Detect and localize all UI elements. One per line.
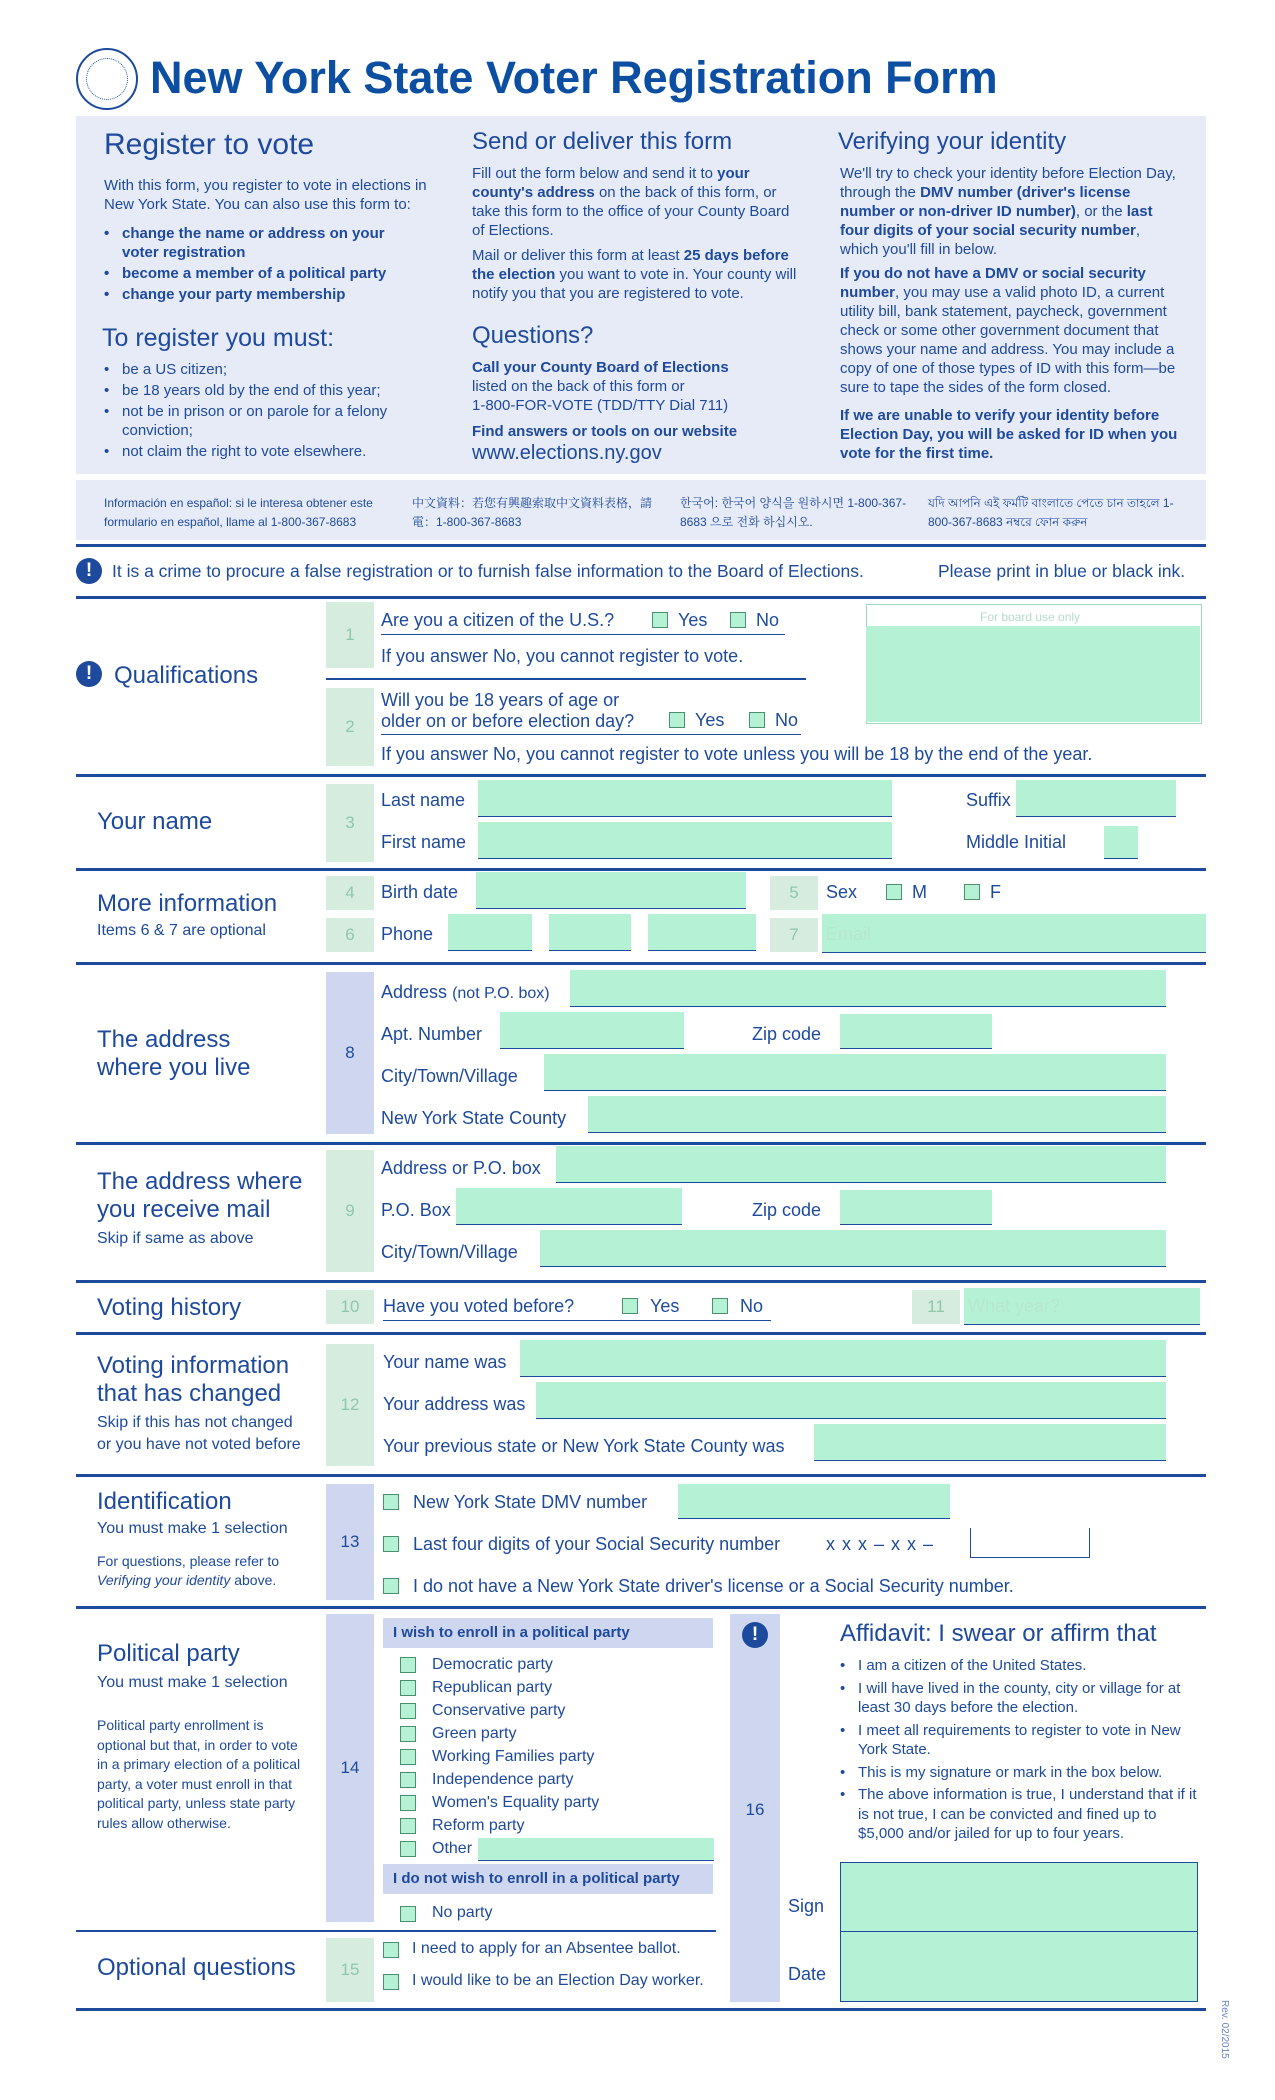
signature-date-input[interactable] (840, 1932, 1198, 2002)
citizen-question: Are you a citizen of the U.S.? (381, 610, 615, 630)
list-item: • not claim the right to vote elsewhere. (104, 442, 404, 461)
yes-label: Yes (650, 1296, 680, 1316)
zip-code-input[interactable] (840, 1014, 992, 1049)
ssn-last-four-input[interactable] (970, 1528, 1090, 1558)
page-title: New York State Voter Registration Form (150, 52, 998, 103)
divider (76, 1332, 1206, 1335)
changed-heading: Voting information that has changed (97, 1352, 290, 1407)
list-item: • change your party membership (104, 285, 404, 304)
poll-worker-label: I would like to be an Election Day worker. (412, 1972, 704, 1989)
questions-web-label: Find answers or tools on our website (472, 423, 738, 440)
city-input[interactable] (544, 1054, 1166, 1091)
revision-date: Rev. 02/2015 (1219, 2000, 1230, 2059)
party-option[interactable] (400, 1723, 720, 1746)
other-party-input[interactable] (478, 1838, 714, 1861)
suffix-input[interactable] (1016, 780, 1176, 817)
ny-state-seal-icon (76, 48, 138, 110)
city-label: City/Town/Village (381, 1066, 518, 1086)
political-party-note: You must make 1 selection (97, 1674, 288, 1691)
party-checkbox[interactable] (400, 1772, 416, 1788)
absentee-label: I need to apply for an Absentee ballot. (412, 1940, 681, 1957)
list-item: • be 18 years old by the end of this year; (104, 381, 404, 400)
previous-county-label: Your previous state or New York State County was (383, 1436, 785, 1456)
first-name-input[interactable] (478, 822, 892, 859)
list-item: • I will have lived in the county, city or village for at least 30 days before the election. (840, 1679, 1200, 1718)
party-enrollment-info: Political party enrollment is optional but that, in order to vote in a primary election of a political party, a voter must enroll in that political party, unless state party rules allow otherwise. (97, 1717, 301, 1831)
send-title: Send or deliver this form (472, 128, 733, 155)
ssn-checkbox[interactable] (383, 1536, 399, 1552)
mailing-note: Skip if same as above (97, 1230, 254, 1247)
party-checkbox[interactable] (400, 1680, 416, 1696)
divider (76, 544, 1206, 547)
suffix-label: Suffix (966, 790, 1011, 810)
phone-label: Phone (381, 924, 434, 944)
email-label: Email (826, 924, 872, 944)
item-number: 11 (912, 1290, 960, 1324)
last-name-input[interactable] (478, 780, 892, 817)
party-label: Green party (432, 1725, 517, 1742)
more-info-note: Items 6 & 7 are optional (97, 922, 266, 939)
affidavit-title: Affidavit: I swear or affirm that (840, 1620, 1157, 1647)
identification-heading: Identification (97, 1488, 232, 1515)
must-title: To register you must: (102, 324, 335, 352)
phone-prefix-input[interactable] (549, 914, 631, 951)
divider (76, 962, 1206, 965)
list-item: • be a US citizen; (104, 360, 404, 379)
divider (76, 1142, 1206, 1145)
address-input[interactable] (570, 970, 1166, 1007)
voting-history-heading: Voting history (97, 1294, 242, 1321)
divider (76, 1474, 1206, 1477)
party-option[interactable] (400, 1815, 720, 1838)
ink-notice: Please print in blue or black ink. (938, 561, 1186, 581)
party-label: Republican party (432, 1679, 553, 1696)
bengali-info: যদি আপনি এই ফর্মটি বাংলাতে পেতে চান তাহলে 1-800-367-8683 নম্বরে ফোন করুন (928, 496, 1174, 529)
sex-m-label: M (912, 882, 927, 902)
yes-label: Yes (678, 610, 708, 630)
party-option[interactable] (400, 1677, 720, 1700)
previous-name-label: Your name was (383, 1352, 507, 1372)
citizen-no-checkbox[interactable] (730, 612, 746, 628)
phone-area-input[interactable] (448, 914, 532, 951)
party-checkbox[interactable] (400, 1749, 416, 1765)
affidavit-list (840, 1656, 1200, 1844)
sex-f-label: F (990, 882, 1001, 902)
signature-input[interactable] (840, 1862, 1198, 1932)
list-item: • I am a citizen of the United States. (840, 1656, 1200, 1676)
po-box-input[interactable] (456, 1188, 682, 1225)
apt-number-label: Apt. Number (381, 1024, 483, 1044)
previous-address-input[interactable] (536, 1382, 1166, 1419)
county-input[interactable] (588, 1096, 1166, 1133)
crime-notice: It is a crime to procure a false registration or to furnish false information to the Board of Elections. (112, 561, 864, 581)
middle-initial-input[interactable] (1104, 826, 1138, 859)
verify-title: Verifying your identity (838, 128, 1067, 155)
divider (381, 734, 801, 735)
phone-line-input[interactable] (648, 914, 756, 951)
political-party-heading: Political party (97, 1640, 240, 1667)
previous-name-input[interactable] (520, 1340, 1166, 1377)
item-number: 2 (326, 688, 374, 766)
dmv-checkbox[interactable] (383, 1494, 399, 1510)
item-number: 1 (326, 602, 374, 668)
party-option[interactable] (400, 1792, 720, 1815)
middle-initial-label: Middle Initial (966, 832, 1067, 852)
party-checkbox[interactable] (400, 1841, 416, 1857)
po-box-label: P.O. Box (381, 1200, 451, 1220)
affidavit-number: 16 (745, 1800, 765, 1819)
register-text: With this form, you register to vote in elections in New York State. You can also use this form to: (104, 177, 427, 213)
list-item: • not be in prison or on parole for a felony conviction; (104, 402, 404, 440)
party-label: Democratic party (432, 1656, 553, 1673)
party-checkbox[interactable] (400, 1795, 416, 1811)
address-label: Address (not P.O. box) (381, 982, 550, 1002)
your-name-heading: Your name (97, 808, 213, 835)
mail-zip-label: Zip code (752, 1200, 822, 1220)
voted-before-question: Have you voted before? (383, 1296, 575, 1316)
party-option[interactable] (400, 1769, 720, 1792)
age-yes-checkbox[interactable] (669, 712, 685, 728)
citizen-note: If you answer No, you cannot register to vote. (381, 646, 744, 666)
sex-m-checkbox[interactable] (886, 884, 902, 900)
verify-paragraph-1: We'll try to check your identity before Election Day, through the DMV number (driver's license number or non-driver ID number), or the last four digits of your social security number, which you'll fill in below. (840, 165, 1176, 258)
enroll-header: I wish to enroll in a political party (383, 1618, 713, 1648)
birth-date-input[interactable] (476, 872, 746, 909)
item-number: 10 (326, 1290, 374, 1324)
send-deadline: Mail or deliver this form at least 25 days before the election you want to vote in. Your county will notify you that you are registered to vote. (472, 247, 797, 302)
item-number: 15 (326, 1938, 374, 2002)
spanish-info: Información en español: si le interesa obtener este formulario en español, llame al 1-800-367-8683 (104, 496, 373, 529)
date-label: Date (788, 1964, 827, 1984)
item-number: 12 (326, 1344, 374, 1466)
divider (76, 2008, 1206, 2011)
no-party-checkbox[interactable] (400, 1906, 416, 1922)
party-option[interactable] (400, 1838, 720, 1861)
mail-zip-input[interactable] (840, 1190, 992, 1225)
age-no-checkbox[interactable] (749, 712, 765, 728)
item-number: 13 (326, 1484, 374, 1600)
no-id-checkbox[interactable] (383, 1578, 399, 1594)
divider (76, 1606, 1206, 1609)
list-item: • I meet all requirements to register to vote in New York State. (840, 1721, 1200, 1760)
divider (326, 678, 806, 680)
register-title: Register to vote (104, 128, 315, 161)
korean-info: 한국어: 한국어 양식을 원하시면 1-800-367-8683 으로 전화 하십시오. (680, 496, 907, 529)
warning-icon: ! (76, 661, 102, 687)
more-info-heading: More information (97, 890, 278, 917)
party-option[interactable] (400, 1746, 720, 1769)
divider (76, 868, 1206, 871)
identification-note: You must make 1 selection (97, 1520, 288, 1537)
party-checkbox[interactable] (400, 1726, 416, 1742)
no-id-label: I do not have a New York State driver's license or a Social Security number. (413, 1576, 1014, 1596)
what-year-label: What year? (968, 1296, 1061, 1316)
party-label: Independence party (432, 1771, 574, 1788)
list-item: • The above information is true, I understand that if it is not true, I can be convicted and fined up to $5,000 and/or jailed for up to four years. (840, 1785, 1200, 1844)
voted-no-checkbox[interactable] (712, 1298, 728, 1314)
absentee-checkbox[interactable] (383, 1942, 399, 1958)
party-label: Working Families party (432, 1748, 595, 1765)
no-enroll-header: I do not wish to enroll in a political party (383, 1864, 713, 1894)
verify-paragraph-2: If you do not have a DMV or social security number, you may use a valid photo ID, a current utility bill, bank statement, paycheck, government check or some other government document that shows your name and address. You may include a copy of one of those types of ID with this form—be sure to tape the sides of the form closed. (840, 265, 1176, 396)
apt-number-input[interactable] (500, 1012, 684, 1049)
mail-city-label: City/Town/Village (381, 1242, 518, 1262)
sex-label: Sex (826, 882, 858, 902)
optional-heading: Optional questions (97, 1954, 296, 1981)
identification-help: For questions, please refer to Verifying your identity above. (97, 1553, 280, 1588)
send-paragraph: Fill out the form below and send it to your county's address on the back of this form, or take this form to the office of your County Board of Elections. (472, 165, 790, 239)
item-number: 3 (326, 784, 374, 862)
item-number: 14 (326, 1614, 374, 1922)
item-number: 8 (326, 972, 374, 1134)
qualifications-heading: Qualifications (114, 662, 259, 689)
sex-f-checkbox[interactable] (964, 884, 980, 900)
party-option[interactable] (400, 1654, 720, 1677)
party-label: Reform party (432, 1817, 525, 1834)
yes-label: Yes (695, 710, 725, 730)
item-number: 9 (326, 1150, 374, 1272)
party-option[interactable] (400, 1700, 720, 1723)
mail-city-input[interactable] (540, 1230, 1166, 1267)
chinese-info: 中文資料：若您有興趣索取中文資料表格，請電：1-800-367-8683 (412, 496, 653, 529)
previous-county-input[interactable] (814, 1424, 1166, 1461)
dmv-label: New York State DMV number (413, 1492, 648, 1512)
questions-title: Questions? (472, 322, 594, 349)
item-number: 6 (326, 918, 374, 952)
board-use-field (866, 626, 1200, 722)
party-label: Conservative party (432, 1702, 566, 1719)
warning-icon: ! (742, 1622, 768, 1648)
last-name-label: Last name (381, 790, 466, 810)
party-label: Other (432, 1840, 473, 1857)
birth-date-label: Birth date (381, 882, 459, 902)
must-list (104, 360, 404, 461)
voted-yes-checkbox[interactable] (622, 1298, 638, 1314)
divider (76, 1280, 1206, 1283)
item-number: 7 (770, 918, 818, 952)
party-checkbox[interactable] (400, 1818, 416, 1834)
divider (76, 774, 1206, 777)
divider (76, 1930, 716, 1932)
sign-label: Sign (788, 1896, 825, 1916)
age-question: Will you be 18 years of age or older on or before election day? (381, 690, 635, 731)
item-number: 5 (770, 876, 818, 910)
party-label: Women's Equality party (432, 1794, 600, 1811)
divider (76, 596, 1206, 599)
party-checkbox[interactable] (400, 1657, 416, 1673)
warning-icon: ! (76, 558, 102, 584)
mail-address-label: Address or P.O. box (381, 1158, 541, 1178)
previous-address-label: Your address was (383, 1394, 526, 1414)
dmv-number-input[interactable] (678, 1484, 950, 1519)
party-checkbox[interactable] (400, 1703, 416, 1719)
list-item: • change the name or address on your voter registration (104, 224, 404, 262)
first-name-label: First name (381, 832, 467, 852)
age-note: If you answer No, you cannot register to vote unless you will be 18 by the end of the year. (381, 744, 1093, 764)
no-label: No (756, 610, 780, 630)
divider (383, 1320, 771, 1321)
board-use-label: For board use only (980, 610, 1081, 624)
poll-worker-checkbox[interactable] (383, 1974, 399, 1990)
ssn-mask: x x x – x x – (826, 1534, 935, 1554)
party-list (400, 1654, 720, 1861)
divider (381, 634, 785, 635)
ssn-label: Last four digits of your Social Security number (413, 1534, 781, 1554)
list-item: • become a member of a political party (104, 264, 404, 283)
item-number: 4 (326, 876, 374, 910)
mail-address-input[interactable] (556, 1146, 1166, 1183)
zip-code-label: Zip code (752, 1024, 822, 1044)
no-party-label: No party (432, 1904, 493, 1921)
email-input[interactable] (822, 914, 1206, 953)
verify-paragraph-3: If we are unable to verify your identity before Election Day, you will be asked for ID when you vote for the first time. (840, 407, 1178, 462)
changed-note: Skip if this has not changed or you have not voted before (97, 1414, 301, 1453)
citizen-yes-checkbox[interactable] (652, 612, 668, 628)
register-uses (104, 224, 404, 304)
list-item: • This is my signature or mark in the box below. (840, 1763, 1200, 1783)
questions-text: Call your County Board of Elections listed on the back of this form or 1-800-FOR-VOTE (TDD/TTY Dial 711) (472, 359, 729, 414)
elections-website-link[interactable]: www.elections.ny.gov (472, 442, 662, 464)
county-label: New York State County (381, 1108, 567, 1128)
mailing-heading: The address where you receive mail (97, 1168, 303, 1223)
no-label: No (775, 710, 799, 730)
no-label: No (740, 1296, 764, 1316)
residence-heading: The address where you live (97, 1026, 251, 1081)
